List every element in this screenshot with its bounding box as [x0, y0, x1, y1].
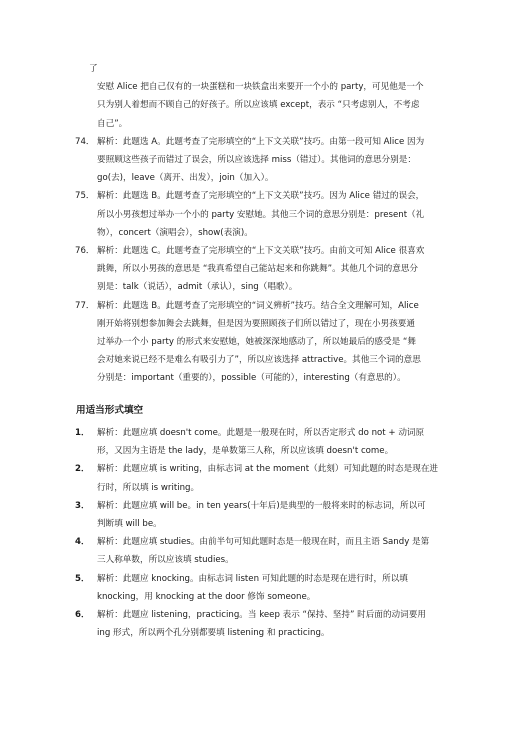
item-number: 1． — [75, 428, 90, 438]
answer-item — [73, 133, 468, 188]
section-title: 用适当形式填空 — [76, 405, 144, 416]
item-text: 解析：此题选 C。此题考查了完形填空的“上下文关联”技巧。由前文可知 Alice 很喜欢 — [97, 246, 425, 257]
item-number: 3． — [75, 500, 90, 511]
item-number: 74． — [75, 136, 95, 147]
item-number: 5． — [75, 573, 90, 584]
item-text: go(去)，leave（离开、出发），join（加入）。 — [97, 173, 274, 184]
item-text: 解析：此题选 B。此题考查了完形填空的“上下文关联”技巧。因为 Alice 错过的误会， — [97, 191, 425, 202]
item-text: 解析：此题应填 is writing，由标志词 at the moment（此刻）可知此题的时态是现在进 — [97, 464, 439, 475]
item-number: 77． — [75, 300, 95, 311]
continuation-line: 了 — [89, 64, 98, 74]
item-text: 别是：talk（说话），admit（承认），sing（唱歌）。 — [97, 282, 298, 293]
answer-item — [73, 242, 468, 297]
item-text: ing 形式，所以两个孔分别都要填 listening 和 practicing。 — [97, 628, 330, 639]
item-text: 刚开始将别想参加舞会去跳舞，但是因为要照顾孩子们所以错过了，现在小男孩要通 — [97, 318, 415, 329]
item-number: 4． — [75, 537, 90, 548]
continuation-line: 安慰 Alice 把自己仅有的一块蛋糕和一块铁盒出来要开一个小的 party，可见他是一个 — [97, 82, 424, 93]
item-text: 解析：此题选 B。此题考查了完形填空的“词义辨析”技巧。结合全文理解可知，Alice — [97, 300, 419, 311]
item-text: 分别是：important（重要的），possible（可能的），interesting（有意思的）。 — [97, 373, 406, 384]
answer-item — [73, 606, 468, 642]
answer-block-fill-in — [73, 424, 468, 642]
item-number: 75． — [75, 191, 95, 202]
item-text: 会对她来说已经不是难么有吸引力了”，所以应该选择 attractive。其他三个词的意思 — [97, 355, 421, 366]
item-text: knocking，用 knocking at the door 修饰 someone。 — [97, 591, 316, 602]
item-text: 三人称单数，所以应该填 studies。 — [97, 555, 234, 566]
answer-item — [73, 187, 468, 242]
answer-item — [73, 497, 468, 533]
item-number: 6． — [75, 610, 90, 621]
item-text: 过举办一个小 party 的形式来安慰她，她被深深地感动了，所以她最后的感受是 “舞 — [97, 337, 416, 348]
item-number: 76． — [75, 246, 95, 257]
answer-item — [73, 533, 468, 569]
continuation-line: 自己”。 — [97, 118, 128, 129]
item-text: 解析：此题应填 will be。in ten years(十年后)是典型的一般将来时的标志词，所以可 — [97, 500, 426, 511]
continuation-line: 只为别人着想而不顾自己的好孩子。所以应该填 except，表示 “只考虑别人，不考虑 — [97, 100, 420, 111]
item-text: 解析：此题应 listening，practicing。当 keep 表示 “保持、坚持” 时后面的动词要用 — [97, 610, 426, 621]
item-text: 解析：此题应 knocking。由标志词 listen 可知此题的时态是现在进行时，所以填 — [97, 573, 408, 584]
answer-item — [73, 570, 468, 606]
item-text: 物），concert（演唱会），show(表演)。 — [97, 227, 253, 238]
answer-item — [73, 297, 468, 388]
item-text: 判断填 will be。 — [97, 519, 162, 530]
item-text: 要照顾这些孩子而错过了误会，所以应该选择 miss（错过）。其他词的意思分别是： — [97, 155, 416, 166]
item-text: 形，又因为主语是 the lady，是单数第三人称，所以应该填 doesn't come。 — [97, 446, 394, 457]
item-text: 解析：此题选 A。此题考查了完形填空的“上下文关联”技巧。由第一段可知 Alice 因为 — [97, 136, 425, 147]
item-text: 行时，所以填 is writing。 — [97, 482, 200, 493]
answer-item — [73, 460, 468, 496]
answer-item — [73, 424, 468, 460]
item-text: 跳舞，所以小男孩的意思是 “我真希望自己能站起来和你跳舞”。其他几个词的意思分 — [97, 264, 419, 275]
item-text: 解析：此题应填 doesn't come。此题是一般现在时，所以否定形式 do not + 动词原 — [97, 428, 425, 438]
item-text: 所以小男孩想过举办一个小的 party 安慰她。其他三个词的意思分别是：present（礼 — [97, 209, 425, 220]
item-text: 解析：此题应填 studies。由前半句可知此题时态是一般现在时，而且主语 Sandy 是第 — [97, 537, 430, 548]
answer-block-cloze — [73, 60, 468, 388]
item-number: 2． — [75, 464, 90, 475]
